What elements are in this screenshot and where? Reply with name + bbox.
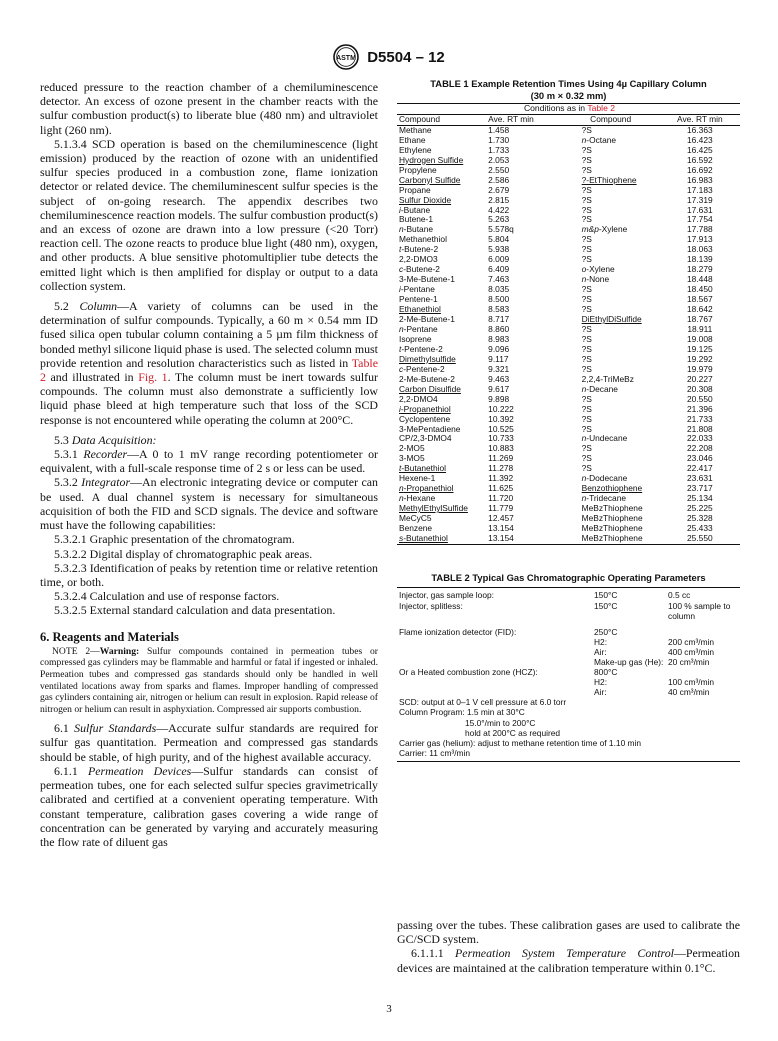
table-1-title: TABLE 1 Example Retention Times Using 4µ Capillary Column (30 m × 0.32 mm) [430, 78, 707, 101]
compound-cell: Methanethiol [399, 234, 447, 245]
table-2-link[interactable]: Table 2 [40, 355, 378, 385]
compound-cell: ?S [581, 144, 592, 155]
compound-cell: Propylene [399, 164, 437, 175]
compound-cell: Ethylene [399, 144, 432, 155]
column-header: Ave. RT min [677, 113, 723, 124]
retention-time-cell: 17.183 [687, 184, 713, 195]
compound-cell: ?S [581, 184, 592, 195]
paragraph: passing over the tubes. These calibration gases are used to calibrate the GC/SCD system. [397, 918, 740, 947]
compound-cell: 2-MO5 [399, 443, 425, 454]
warning-note: NOTE 2—Warning: Sulfur compounds contained in permeation tubes or compressed gas cylinders may be flammable and harmful or fatal if ingested or inhaled. Permeation tubes and compressed gas standards should only be handled in well ventilated locations away from sparks and flames. Improper handling of compressed gas cylinders containing air, nitrogen or helium can result in explosion. Rapid release of nitrogen or helium can result in asphyxiation. Compressed air supports combustion. [40, 645, 378, 715]
retention-time-cell: 2.815 [488, 194, 510, 205]
column-header: Compound [399, 113, 440, 124]
retention-time-cell: 9.321 [488, 363, 510, 374]
compound-cell: Isoprene [399, 333, 432, 344]
retention-time-cell: 8.500 [488, 294, 510, 305]
compound-cell: n-Pentane [399, 323, 438, 334]
compound-cell: t-Pentene-2 [399, 343, 443, 354]
retention-time-cell: 8.035 [488, 284, 510, 295]
retention-time-cell: 18.911 [687, 323, 713, 334]
compound-cell: 3-MePentadiene [399, 423, 461, 434]
compound-cell: 2,2-DMO4 [399, 393, 438, 404]
list-item: 5.3.2.1 Graphic presentation of the chromatogram. [54, 532, 295, 547]
compound-cell: Pentene-1 [399, 294, 438, 305]
retention-time-cell: 5.263 [488, 214, 510, 225]
retention-time-cell: 21.808 [687, 423, 713, 434]
compound-cell: s-Butanethiol [399, 532, 448, 543]
compound-cell: Propane [399, 184, 431, 195]
compound-cell: ?S [581, 164, 592, 175]
list-item: 5.3.2.2 Digital display of chromatographic peak areas. [54, 546, 313, 561]
compound-cell: ?S [581, 304, 592, 315]
retention-time-cell: 2.679 [488, 184, 510, 195]
compound-cell: n-Butane [399, 224, 434, 235]
compound-cell: t-Butene-2 [399, 244, 439, 255]
compound-cell: n-Dodecane [581, 473, 628, 484]
table-row: Air: 40 cm³/min [594, 687, 710, 698]
retention-time-cell: 20.227 [687, 373, 713, 384]
retention-time-cell: 22.417 [687, 463, 713, 474]
retention-time-cell: 23.046 [687, 453, 713, 464]
retention-time-cell: 23.631 [687, 473, 713, 484]
table-row: Air: 400 cm³/min [594, 646, 715, 657]
page-number: 3 [386, 1003, 392, 1015]
retention-time-cell: 20.550 [687, 393, 713, 404]
table-conditions: Conditions as in Table 2 [397, 104, 740, 115]
compound-cell: ?S [581, 353, 592, 364]
compound-cell: ?S [581, 284, 592, 295]
table-row: 15.0°/min to 200°C [465, 717, 536, 728]
compound-cell: 2-Me-Butene-2 [399, 373, 455, 384]
compound-cell: Carbon Disulfide [399, 383, 461, 394]
compound-cell: ?S [581, 294, 592, 305]
retention-time-cell: 25.225 [687, 503, 713, 514]
compound-cell: ?S [581, 214, 592, 225]
retention-time-cell: 21.396 [687, 403, 713, 414]
retention-time-cell: 2.053 [488, 154, 510, 165]
paragraph-6-1-1-1: 6.1.1.1 Permeation System Temperature Control—Permeation devices are maintained at the calibration temperature within 0.1°C. [397, 946, 740, 975]
compound-cell: 2-Me-Butene-1 [399, 314, 455, 325]
compound-cell: Ethanethiol [399, 304, 441, 315]
table-header-row [397, 114, 740, 125]
document-id: D5504 – 12 [367, 48, 445, 66]
retention-time-cell: 25.433 [687, 523, 713, 534]
retention-time-cell: 9.463 [488, 373, 510, 384]
compound-cell: MeBzThiophene [581, 523, 643, 534]
compound-cell: MeBzThiophene [581, 513, 643, 524]
retention-times-table [397, 103, 740, 545]
table-row: Column Program: 1.5 min at 30°C [399, 707, 525, 718]
compound-cell: i-Butane [399, 204, 431, 215]
compound-cell: 2,2-DMO3 [399, 254, 438, 265]
retention-time-cell: 10.392 [488, 413, 514, 424]
retention-time-cell: 5.804 [488, 234, 510, 245]
retention-time-cell: 5.938 [488, 244, 510, 255]
table-row: Or a Heated combustion zone (HCZ): 800°C [399, 667, 618, 678]
retention-time-cell: 11.269 [488, 453, 514, 464]
table-row: Injector, gas sample loop: 150°C 0.5 cc [399, 590, 691, 601]
table-row: Injector, splitless: 150°C 100 % sample to column [399, 600, 731, 621]
compound-cell: 2,2,4-TriMeBz [581, 373, 634, 384]
table-row [397, 534, 740, 544]
compound-cell: Hexene-1 [399, 473, 436, 484]
compound-cell: Cyclopentene [399, 413, 451, 424]
compound-cell: n-None [581, 274, 610, 285]
retention-time-cell: 22.208 [687, 443, 713, 454]
list-item: 5.3.2.5 External standard calculation and data presentation. [54, 603, 336, 618]
compound-cell: Ethane [399, 134, 426, 145]
retention-time-cell: 23.717 [687, 483, 713, 494]
paragraph-5-1-3-4: 5.1.3.4 SCD operation is based on the chemiluminescence (light emission) produced by the reaction of ozone with an unidentified sulfur species produced in a combustion zone, flame ionization detector or related device. The chemiluminescent sulfur species is the subject of on-going research. The appendix describes two chemiluminescence reaction models. The sulfur combustion product(s) and an excess of ozone are drawn into a low pressure (<20 Torr) reaction cell. The ozone reacts to produce blue light (480 nm), oxygen, and other products. A blue sensitive photomultiplier tube detects the emitted light which is then amplified for display or output to a data collection system. [40, 136, 378, 293]
astm-logo-icon [333, 44, 359, 70]
retention-time-cell: 1.733 [488, 144, 510, 155]
paragraph-5-3: 5.3 Data Acquisition: [54, 432, 157, 447]
retention-time-cell: 17.319 [687, 194, 713, 205]
right-column-continued [397, 918, 740, 975]
retention-time-cell: 18.642 [687, 304, 713, 315]
compound-cell: n-Tridecane [581, 493, 627, 504]
retention-time-cell: 16.423 [687, 134, 713, 145]
compound-cell: ?S [581, 393, 592, 404]
retention-time-cell: 2.550 [488, 164, 510, 175]
retention-time-cell: 21.733 [687, 413, 713, 424]
retention-time-cell: 19.008 [687, 333, 713, 344]
table-2-title: TABLE 2 Typical Gas Chromatographic Operating Parameters [431, 571, 706, 583]
page-header [0, 44, 778, 70]
compound-cell: t-Butanethiol [399, 463, 447, 474]
retention-time-cell: 19.125 [687, 343, 713, 354]
retention-time-cell: 4.422 [488, 204, 510, 215]
compound-cell: MethylEthylSulfide [399, 503, 468, 514]
table-row: Make-up gas (He): 20 cm³/min [594, 657, 710, 667]
retention-time-cell: 17.913 [687, 234, 713, 245]
compound-cell: ?S [581, 154, 592, 165]
retention-time-cell: 19.979 [687, 363, 713, 374]
retention-time-cell: 6.409 [488, 264, 510, 275]
retention-time-cell: 7.463 [488, 274, 510, 285]
compound-cell: Methane [399, 124, 432, 135]
fig-1-link[interactable]: Fig. 1 [138, 370, 168, 385]
table-row: Carrier gas (helium): adjust to methane retention time of 1.10 min [399, 737, 642, 748]
retention-time-cell: 18.767 [687, 314, 713, 325]
retention-time-cell: 16.425 [687, 144, 713, 155]
retention-time-cell: 22.033 [687, 433, 713, 444]
retention-time-cell: 5.578q [488, 224, 514, 235]
compound-cell: Carbonyl Sulfide [399, 174, 461, 185]
compound-cell: MeBzThiophene [581, 532, 643, 543]
retention-time-cell: 17.754 [687, 214, 713, 225]
compound-cell: Sulfur Dioxide [399, 194, 452, 205]
paragraph-5-3-2: 5.3.2 Integrator—An electronic integrating device or computer can be used. A dual channel system is necessary for simultaneous acquisition of both the FID and SCD signals. The device and software must have the following capabilities: [40, 475, 378, 533]
list-item: 5.3.2.4 Calculation and use of response factors. [54, 589, 280, 604]
section-heading: 6. Reagents and Materials [40, 629, 179, 644]
compound-cell: ?S [581, 194, 592, 205]
compound-cell: 3-MO5 [399, 453, 425, 464]
compound-cell: CP/2,3-DMO4 [399, 433, 452, 444]
paragraph: reduced pressure to the reaction chamber of a chemiluminescence detector. An excess of ozone present in the chamber reacts with the sulfur combustion product(s) to liberate blue (480 nm) and ultraviolet light (260 nm). [40, 80, 378, 137]
paragraph-6-1-1: 6.1.1 Permeation Devices—Sulfur standards can consist of permeation tubes, one for each selected sulfur species gravimetrically calibrated and certified at a convenient operating temperature. With constant temperature, calibration gases covering a wide range of concentration can be generated by varying and accurately measuring the flow rate of diluent gas [40, 763, 378, 849]
compound-cell: n-Propanethiol [399, 483, 454, 494]
retention-time-cell: 11.278 [488, 463, 514, 474]
column-header: Ave. RT min [488, 113, 534, 124]
compound-cell: c-Butene-2 [399, 264, 440, 275]
operating-parameters-table [397, 587, 740, 762]
paragraph-6-1: 6.1 Sulfur Standards—Accurate sulfur standards are required for sulfur gas quantitation. Permeation and compressed gas standards should be stable, of high purity, and of the highest available accuracy. [40, 721, 378, 764]
retention-time-cell: 1.458 [488, 124, 510, 135]
compound-cell: c-Pentene-2 [399, 363, 445, 374]
retention-time-cell: 16.983 [687, 174, 713, 185]
list-item: 5.3.2.3 Identification of peaks by retention time or relative retention time, or both. [40, 560, 378, 589]
compound-cell: ?S [581, 254, 592, 265]
compound-cell: ?S [581, 403, 592, 414]
retention-time-cell: 9.898 [488, 393, 510, 404]
compound-cell: n-Hexane [399, 493, 436, 504]
retention-time-cell: 17.631 [687, 204, 713, 215]
retention-time-cell: 19.292 [687, 353, 713, 364]
retention-time-cell: 13.154 [488, 532, 514, 543]
compound-cell: ?S [581, 343, 592, 354]
retention-time-cell: 17.788 [687, 224, 713, 235]
compound-cell: ?S [581, 333, 592, 344]
table-row: hold at 200°C as required [465, 727, 561, 738]
retention-time-cell: 16.592 [687, 154, 713, 165]
compound-cell: ?S [581, 363, 592, 374]
retention-time-cell: 11.392 [488, 473, 514, 484]
retention-time-cell: 8.983 [488, 333, 510, 344]
retention-time-cell: 9.117 [488, 353, 509, 364]
compound-cell: ?S [581, 413, 592, 424]
compound-cell: Benzothiophene [581, 483, 643, 494]
retention-time-cell: 11.720 [488, 493, 514, 504]
retention-time-cell: 8.860 [488, 323, 510, 334]
retention-time-cell: 2.586 [488, 174, 510, 185]
compound-cell: n-Undecane [581, 433, 628, 444]
svg-text:ASTM: ASTM [336, 55, 357, 62]
compound-cell: o-Xylene [581, 264, 615, 275]
retention-time-cell: 25.134 [687, 493, 713, 504]
compound-cell: i-Propanethiol [399, 403, 451, 414]
compound-cell: ?S [581, 234, 592, 245]
compound-cell: ?S [581, 124, 592, 135]
retention-time-cell: 13.154 [488, 523, 514, 534]
retention-time-cell: 18.448 [687, 274, 713, 285]
right-column [397, 78, 740, 762]
retention-time-cell: 10.222 [488, 403, 514, 414]
retention-time-cell: 16.363 [687, 124, 713, 135]
compound-cell: 3-Me-Butene-1 [399, 274, 455, 285]
compound-cell: Benzene [399, 523, 433, 534]
retention-time-cell: 18.567 [687, 294, 713, 305]
compound-cell: ?S [581, 453, 592, 464]
retention-time-cell: 10.733 [488, 433, 514, 444]
retention-time-cell: 9.096 [488, 343, 510, 354]
paragraph-5-2: 5.2 Column—A variety of columns can be used in the determination of sulfur compounds. Typically, a 60 m × 0.54 mm ID fused silica open tubular column containing a 5 µm film thickness of bonded methyl silicone liquid phase is used. The selected column must provide retention and resolution characteristics such as listed in Table 2 and illustrated in Fig. 1. The column must be inert towards sulfur compounds. The column must also demonstrate a sufficiently low liquid phase bleed at high temperature such that loss of the SCD response is not encountered while operating the column at 200°C. [40, 299, 378, 427]
retention-time-cell: 11.779 [488, 503, 514, 514]
table-row: H2: 200 cm³/min [594, 636, 715, 647]
compound-cell: i-Pentane [399, 284, 435, 295]
table-2-link[interactable]: Table 2 [587, 103, 616, 113]
table-row: H2: 100 cm³/min [594, 677, 715, 688]
retention-time-cell: 11.625 [488, 483, 514, 494]
paragraph-5-3-1: 5.3.1 Recorder—A 0 to 1 mV range recording potentiometer or equivalent, with a full-scale response time of 2 s or less can be used. [40, 447, 378, 476]
column-header: Compound [590, 113, 632, 124]
compound-cell: ?-EtThiophene [581, 174, 637, 185]
retention-time-cell: 18.279 [687, 264, 713, 275]
compound-cell: ?S [581, 323, 592, 334]
retention-time-cell: 18.139 [687, 254, 713, 265]
retention-time-cell: 6.009 [488, 254, 510, 265]
retention-time-cell: 18.063 [687, 244, 713, 255]
compound-cell: Dimethylsulfide [399, 353, 456, 364]
left-column [40, 80, 378, 849]
compound-cell: Hydrogen Sulfide [399, 154, 464, 165]
retention-time-cell: 8.717 [488, 314, 510, 325]
retention-time-cell: 25.328 [687, 513, 713, 524]
compound-cell: ?S [581, 244, 592, 255]
retention-time-cell: 10.883 [488, 443, 514, 454]
compound-cell: n-Decane [581, 383, 618, 394]
compound-cell: Butene-1 [399, 214, 433, 225]
compound-cell: n-Octane [581, 134, 617, 145]
compound-cell: ?S [581, 423, 592, 434]
retention-time-cell: 10.525 [488, 423, 514, 434]
table-row: Carrier: 11 cm³/min [399, 747, 471, 758]
retention-time-cell: 1.730 [488, 134, 510, 145]
retention-time-cell: 16.692 [687, 164, 713, 175]
compound-cell: m&p-Xylene [581, 224, 628, 235]
table-row: Flame ionization detector (FID): 250°C [399, 626, 618, 637]
retention-time-cell: 8.583 [488, 304, 510, 315]
retention-time-cell: 25.550 [687, 532, 713, 543]
compound-cell: MeBzThiophene [581, 503, 643, 514]
compound-cell: ?S [581, 463, 592, 474]
compound-cell: ?S [581, 204, 592, 215]
retention-time-cell: 20.308 [687, 383, 713, 394]
compound-cell: DiEthylDiSulfide [581, 314, 642, 325]
retention-time-cell: 9.617 [488, 383, 510, 394]
retention-time-cell: 12.457 [488, 513, 514, 524]
table-row: SCD: output at 0–1 V cell pressure at 6.0 torr [399, 697, 567, 708]
compound-cell: ?S [581, 443, 592, 454]
retention-time-cell: 18.450 [687, 284, 713, 295]
compound-cell: MeCyC5 [399, 513, 432, 524]
